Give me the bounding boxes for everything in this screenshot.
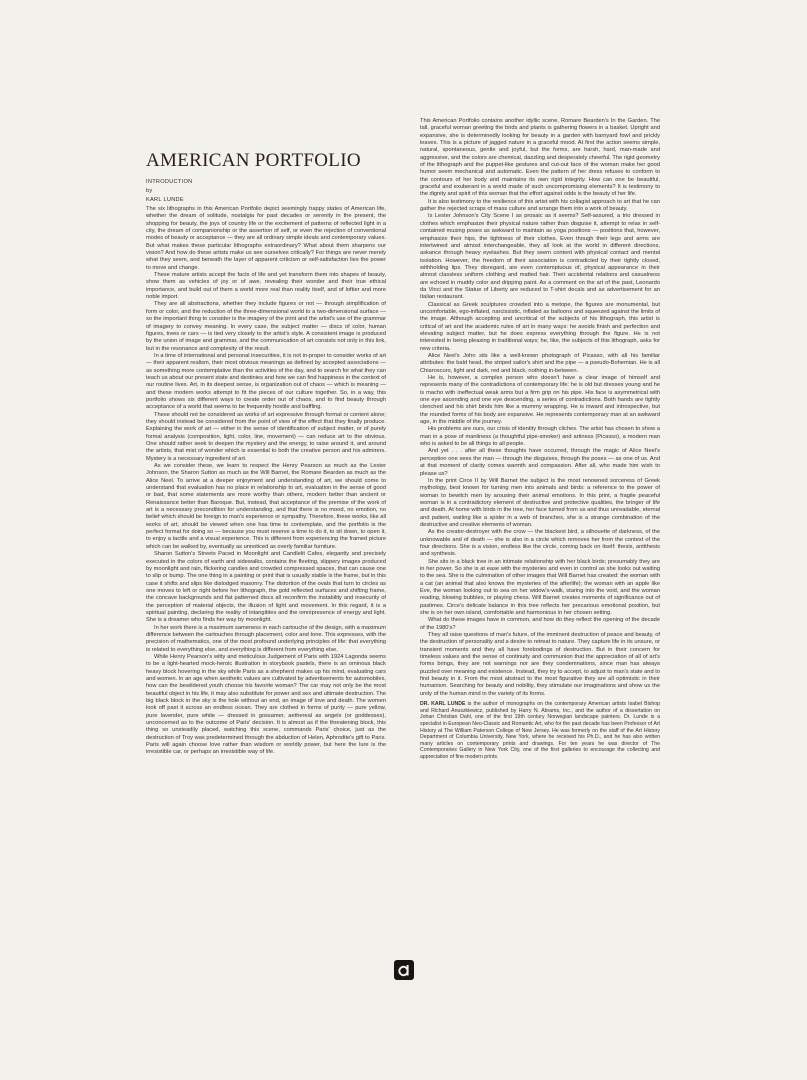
paragraph: And yet . . . after all these thoughts have occurred, through the magic of Alice Neel's perception one sees the man — through the disguises, through the poses — as one of us. And at that moment of clarity comes warmth and compassion. After all, who made him wish to please us? bbox=[420, 448, 660, 477]
paragraph: They are all abstractions, whether they include figures or not — through simplification of form or color, and the reduction of the three-dimensional world to a two-dimensional surface — so the important thing to consider is the imagery of the print and the artist's use of the grammar of imagery to convey meaning. In every case, the subject matter — discs of color, human figures, trees or cars — is tied very closely to the artist's style. A consistent image is produced by the union of image and grammar, and the communication of art consists not only in this link, but in the resonance and complexity of the result. bbox=[146, 301, 386, 352]
paragraph: His problems are ours, our crisis of identity through cliches. The artist has chosen to show a man in a pose of manliness (a thoughtful pipe-smoker) and artiness (Picasso), a modern man who is asked to be all things to all people. bbox=[420, 426, 660, 448]
paragraph: While Henry Pearson's witty and meticulous Judgement of Paris with 1924 Lagonda seems to be a light-hearted mock-heroic illustration in storybook pastels, there is an ominous black heavy block hovering in the sky while Paris as a shepherd makes up his mind, evaluating cars and women. In an age when aesthetic values are cultivated by advertisements for automobiles, how can the bewildered youth choose his favorite woman? The car may not only be the most beautiful object in his life, it may also substitute for power and sex and ultimate destruction. The big black block in the sky is the hole without an end, an image of love and death. The women look off past it across an endless ocean. They are clothed in forms of purity — pure yellow, pure lavender, pure white — dressed in gossamer, aethereal as angels (or goddesses), unconcerned as to the outcome of Paris' decision. It is almost as if the threatening block, this thing so unsteadily placed, watching this scene, commands Paris' choice, just as the destruction of Troy was predetermined through the abduction of Helen, Aphrodite's gift to Paris. Paris will again choose love rather than wisdom or worldly power, but here the lure is the irresistible car, or perhaps an irresistible way of life. bbox=[146, 653, 386, 756]
paragraph: Classical as Greek sculptures crowded into a metope, the figures are monumental, but uncomfortable, ego-inflated, narcissistic, inflated as balloons and squeezed against the limits of the image. Although accepting and uncritical of the subjects of his lithograph, this artist is critical of art and the academic rules of art in many ways: he avoids finish and perfection and elevating subject matter, but he does express everything through the figure. He is not interested in being pleasing in traditional ways; he, like, the subjects of this lithograph, asks for new criteria. bbox=[420, 301, 660, 352]
paragraph: In a time of international and personal insecurities, it is not in-proper to consider works of art — their apparent realism, their most obvious meanings as defined by accepted associations — as something more contemplative than the activities of the day, and to search for what they can teach us about our present state and destinies and how we can find happiness in the context of our routine lives. Art, in its deepest sense, is organization out of chaos — which is meaning — and these modern works attempt to fit the pieces of our culture together. So, in a way, this portfolio shows six different ways to create order out of chaos, and to find beauty through acceptance of a world that seems to be frequently hostile and baffling. bbox=[146, 352, 386, 411]
by-label: by bbox=[146, 188, 153, 194]
publisher-logo-icon bbox=[394, 960, 414, 980]
paragraph: As the creator-destroyer with the crow — the blackest bird, a silhouette of darkness, of the unknowable and of death — she is also in a circle which removes her from the context of the four directions. She is a vision, endless like the circle, coming back on itself: thesis, antithesis and synthesis. bbox=[420, 529, 660, 558]
left-column bbox=[146, 206, 386, 954]
paragraph: Is Lester Johnson's City Scene I as prosaic as it seems? Self-assured, a trio dressed in clothes which emphasize their physical nature rather than disguise it, attempt to relax in self-contained musing poses as awkward to maintain as yoga positions — positions that, however, emphasize their hips, the tightness of their clothes. Even though their legs and arms are intertwined and almost interchangeable, they all look at the world in different directions, askance through heavy eyelashes. But they seem content with physical contact and mental isolation. However, the freedom of their association is contradicted by their tightly closed, withholding lips. They disregard, are even contemptuous of, physical appearance in their almost classless uniform clothing and matted hair. Their accidental relations and casualness are echoed in muddy color and dripping paint. As a comment on the art of the past, Leonardo da Vinci and the Statue of Liberty are reduced to T-shirt decals and as advertisement for an Italian restaurant. bbox=[420, 213, 660, 301]
paragraph: These mature artists accept the facts of life and yet transform them into shapes of beauty, show them as vehicles of joy or of awe, revealing their wonder and their true ethical importance, and build out of them a world more real than reality itself, and of loftier and more noble import. bbox=[146, 272, 386, 301]
paragraph: In her work there is a maximum sameness in each cartouche of the design, with a maximum difference between the cartouches through placement, color and tone. This expresses, with the precision of mathematics, one of the most profound underlying principles of life: that everything is related to everything else, and everything is different from everything else. bbox=[146, 624, 386, 653]
paragraph: In the print Circe II by Will Barnet the subject is the most renowned sorceress of Greek mythology, best known for turning men into animals and birds: a reference to the power of woman to bewitch men by arousing their animal emotions. In this print, a fragile peaceful woman is in a contradictory element of destructive and protective qualities, the bringer of life and death. At home with birds in the tree, her face turned from us and thus unreadable, eternal and patient, waiting like a spider in a web of branches, she is a strange combination of the destructive and creative elements of woman. bbox=[420, 477, 660, 528]
right-column bbox=[420, 118, 660, 954]
paragraph: What do these images have in common, and how do they reflect the opening of the decade of the 1980's? bbox=[420, 617, 660, 631]
paragraph: Alice Neel's John sits like a well-known photograph of Picasso, with all his familiar attributes: the bald head, the striped sailor's shirt and the pipe — a pseudo-Bohemian. He is all Chiaroscuro, light and dark, red and black, nothing in-between. bbox=[420, 353, 660, 374]
paragraph: He is, however, a complex person who doesn't have a clear image of himself and represents many of the contradictions of contemporary life: he is old but dresses young and he is macho with ineffectual weak arms but a firm grip on his pipe. His face is asymmetrical with one eye ascending and one eye descending, a series of contradictions. Both hands are tightly clenched and his shirt binds him like a mummy wrapping. He is inward and introspective, but the rounded forms of his body are expansive. He represents contemporary man at an awkward age, in the middle of the journey. bbox=[420, 375, 660, 426]
byline bbox=[146, 178, 192, 205]
paragraph: Sharon Sutton's Streets Paced in Moonlight and Candlelit Cafes, elegantly and precisely executed in the colors of earth and sidewalks, contains the fleeting, slippery images produced by moonlight and rain, flickering candles and crowded compressed spaces, that can cause one to slip or bump. The one thing in a painting or print that is usually stable is the frame, but in this case it shifts and slips like dislodged masonry. The distortion of the ovals that turn to circles as one moves to left or right before her lithograph, the gold reflected surfaces and shifting frame, the concave backgrounds and flat patterned discs all reconfirm the instability and insecurity of the perception of material objects, the illusion of light and movement. In this regard, it is a spiritual painting, declaring the reality of intangibles and the omnipresence of energy and light. She is a dreamer who finds her way by moonlight. bbox=[146, 551, 386, 624]
author-bio-name: DR. KARL LUNDE bbox=[420, 701, 466, 708]
page-title: AMERICAN PORTFOLIO bbox=[146, 150, 361, 171]
author-bio bbox=[420, 701, 660, 760]
paragraph: The six lithographs in this American Portfolio depict seemingly happy states of American life, whether the dream of solitude, nostalgia for past decades or serenity in the present, the shopping for beauty, the joys of country life or the excitement of patterns of reflected light in a city, the dream of companionship or the assertion of self, or even the rejection of conventional modes of beauty or acceptance — they are all ordinary simple ideals and contemporary values. But what makes these particular lithographs extraordinary? What about them sharpens our vision? And how do these artists make us see ourselves critically? For things are never merely what they seem, and beneath the layer of apparent criticism or self-satisfaction lies the power to move and change. bbox=[146, 206, 386, 271]
author-name: KARL LUNDE bbox=[146, 197, 184, 203]
author-bio-text: is the author of monographs on the contemporary American artists Isabel Bishop and Richard Anuszkiewicz, published by Harry N. Abrams, Inc., and the author of a dissertation on Johan Christian Dahl, one of the first 19th century Norwegian landscape painters. Dr. Lunde is a specialist in European Neo-Classic and Romantic Art, who for the past decade has been Professor of Art History at The William Paterson College of New Jersey. He was formerly on the staff of the Art History Department of Columbia University, New York, where he received his Ph.D., and he has also written many articles on contemporary prints and drawings. For ten years he was director of The Contemporaries Gallery in New York City, one of the first galleries to encourage the collecting and appreciation of fine modern prints. bbox=[420, 701, 660, 760]
paragraph: They all raise questions of man's future, of the imminent destruction of peace and beauty, of the destruction of personality and a desire to retreat to nature. They capture life in its unsure, or transient moments and they all have forebodings of destruction. But in their concern for timeless values and the sense of continuity and communion that the appreciation of all of art's forms brings, they are not warnings nor are they condemnations, since man has always puzzled over meaning and existence. Instead, they try to accept, to adjust to man's state and to find beauty in it. From the most abstract to the most figurative they are all optimistic in their humanism. Searching for beauty and nobility, they stimulate our imaginations and show us the unity of the human mind in the variety of its forms. bbox=[420, 632, 660, 697]
intro-label: INTRODUCTION bbox=[146, 179, 193, 185]
paragraph: This American Portfolio contains another idyllic scene, Romare Bearden's In the Garden. The tall, graceful woman greeting the birds and plants is gathering flowers in a basket. Upright and expansive, she is determinedly looking for beauty in a garden with barnyard fowl and prickly leaves. This is a picture of jagged nature in a graceful mood. At first the action seems simple, natural, spontaneous, gentle and joyful, but the forms, are harsh, hard, man-made and aggressive, and the colors are chemical, dazzling and desperately cheerful. The rigid geometry of the lithograph and the puppet-like gestures and cut-out face of the woman make her good humor seem mechanical and automatic. Even the pattern of her dress refuses to conform to the contours of her body and maintains its own rigid integrity. How can one be beautiful, graceful and exuberant in a world made of such uncompromising elements? It is testimony to the dignity and spirit of this woman that the effort against odds is the beauty of her life. bbox=[420, 118, 660, 198]
paragraph: As we consider these, we learn to respect the Henry Pearson as much as the Lester Johnson, the Sharon Sutton as much as the Will Barnet, the Romare Bearden as much as the Alice Neel. To arrive at a deeper enjoyment and understanding of art, we should come to understand that evaluation has no place in relationship to art, evaluation in the sense of good or bad, that some statements are more worthy than others, modern better than ancient or Renaissance better than Baroque. But, instead, that acceptance of the premise of the work of art is a necessary precondition for understanding, and that there is no mood, no emotion, no belief which should be foreign to man's experience or sympathy. Therefore, these works, like all works of art, should be viewed when one has time to contemplate, and the portfolio is the perfect format for doing so — because you must reserve a time to do it, to sit down, to open it, to enjoy a tactile and a visual experience. This is different from experiencing the framed picture which can be walked by, eventually as unnoticed as overly familiar furniture. bbox=[146, 463, 386, 550]
paragraph: These should not be considered as works of art expressive through format or content alone; they should instead be considered from the point of view of the effect that they finally produce. Explaining the work of art — either in the sense of identification of subject matter, or of purely formal analysis (composition, light, color, line, movement) — can reduce art to the obvious. One should rather seek to deepen the mystery and the energy, to raise around it, and around the artists, that mist of wonder which is essential to both the creative person and his admirers. Mystery is a necessary ingredient of art. bbox=[146, 411, 386, 462]
paragraph: She sits in a black tree in an intimate relationship with her black birds; presumably they are in her power. So she is at ease with the mysteries and even in control as she looks out waiting to the sea. She is the culmination of other images that Will Barnet has created: the woman with a cat (an animal that also knows the mysteries of the afterlife); the woman with an apple like Eve, the woman looking out to sea on her widow's-walk, staring into the void, and the woman reading, blowing bubbles, or playing chess. Will Barnet creates moments of significance out of pastimes. Circe's delicate balance in this tree reflects her precarious emotional position, but she is on her own island, comfortable and harmonious in her chosen setting. bbox=[420, 558, 660, 617]
paragraph: It is also testimony to the resilience of this artist with his collagist approach to art that he can gather the rejected scraps of mass culture and arrange them into a work of beauty. bbox=[420, 198, 660, 213]
